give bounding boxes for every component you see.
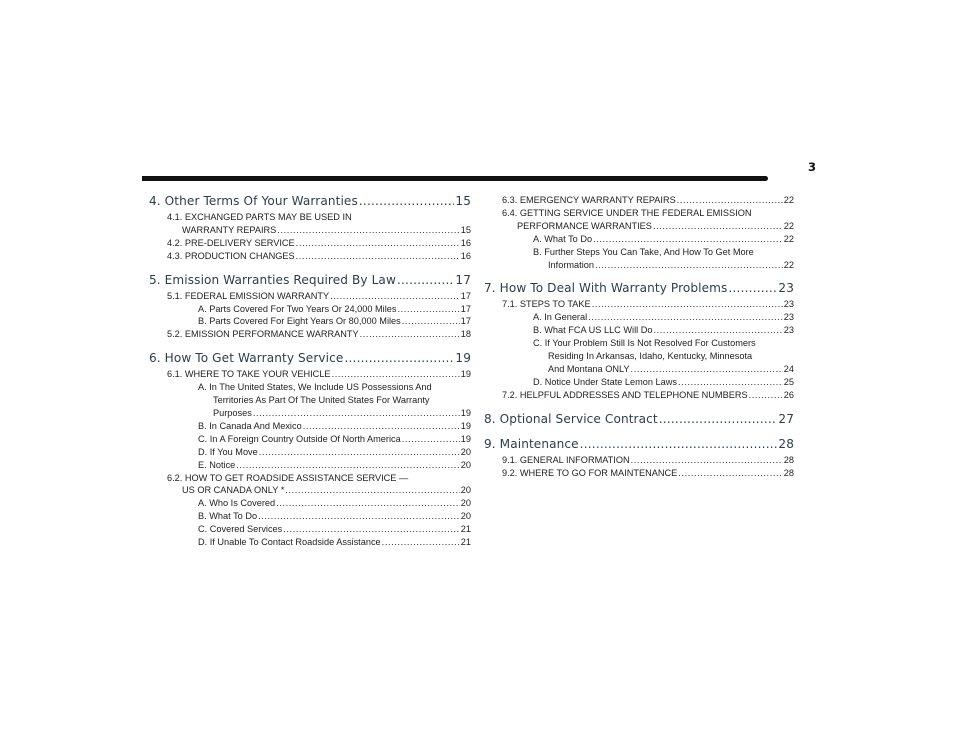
toc-entry-label: 7.2. HELPFUL ADDRESSES AND TELEPHONE NUMBERS <box>502 389 748 400</box>
toc-entry-label: B. Further Steps You Can Take, And How To Get More <box>533 246 754 257</box>
toc-item-entry[interactable] <box>484 311 794 324</box>
dot-leader <box>580 437 778 452</box>
toc-entry-label: 7.1. STEPS TO TAKE <box>502 299 591 310</box>
toc-right-column <box>484 194 794 480</box>
toc-entry-label: Residing In Arkansas, Idaho, Kentucky, Minnesota <box>548 351 753 362</box>
toc-entry-label: D. If Unable To Contact Roadside Assistance <box>198 537 381 548</box>
toc-item-entry[interactable] <box>149 446 471 459</box>
toc-page-number: 17 <box>460 290 471 301</box>
toc-page-number: 25 <box>783 376 794 387</box>
dot-leader <box>678 467 782 480</box>
dot-leader <box>678 376 783 389</box>
toc-entry-label: C. In A Foreign Country Outside Of North America <box>198 433 401 444</box>
dot-leader <box>258 510 460 523</box>
toc-entry-label: 6.3. EMERGENCY WARRANTY REPAIRS <box>502 195 676 205</box>
toc-entry-label: D. If You Move <box>198 446 258 457</box>
dot-leader <box>595 259 783 272</box>
toc-entry-label: US OR CANADA ONLY * <box>182 485 285 496</box>
dot-leader <box>653 324 782 337</box>
toc-page-number: 28 <box>783 467 794 478</box>
dot-leader <box>283 523 460 536</box>
toc-subsection-entry[interactable] <box>149 237 471 250</box>
toc-page-number: 16 <box>460 237 471 248</box>
toc-entry-label: A. What To Do <box>533 233 593 244</box>
toc-subsection-entry[interactable] <box>149 250 471 263</box>
toc-entry-label: B. What FCA US LLC Will Do <box>533 325 653 336</box>
toc-section-entry[interactable] <box>149 351 471 366</box>
dot-leader <box>303 420 460 433</box>
toc-page-number: 20 <box>460 485 471 496</box>
toc-entry-label: PERFORMANCE WARRANTIES <box>517 220 652 231</box>
toc-item-entry[interactable] <box>149 497 471 510</box>
toc-item-entry[interactable] <box>484 324 794 337</box>
toc-page-number: 22 <box>783 220 794 231</box>
dot-leader <box>397 303 459 316</box>
toc-subsection-entry[interactable] <box>149 211 471 237</box>
toc-section-entry[interactable] <box>149 194 471 209</box>
toc-page-number: 22 <box>783 233 794 244</box>
toc-entry-label: And Montana ONLY <box>548 363 630 374</box>
toc-page-number: 19 <box>460 420 471 431</box>
toc-page-number: 19 <box>460 433 471 444</box>
toc-section-entry[interactable] <box>484 437 794 452</box>
toc-subsection-entry[interactable] <box>484 467 794 480</box>
toc-page-number: 15 <box>460 224 471 235</box>
toc-entry-label: A. In General <box>533 312 588 323</box>
toc-entry-label: 6. How To Get Warranty Service <box>149 351 344 366</box>
dot-leader <box>330 290 460 303</box>
toc-page-number: 22 <box>783 195 794 205</box>
toc-entry-label: Territories As Part Of The United States For Warranty <box>213 395 430 406</box>
toc-subsection-entry[interactable] <box>149 472 471 498</box>
toc-subsection-entry[interactable] <box>149 328 471 341</box>
toc-page-number: 22 <box>783 259 794 270</box>
dot-leader <box>677 194 783 207</box>
toc-item-entry[interactable] <box>484 337 794 376</box>
toc-item-entry[interactable] <box>484 246 794 272</box>
dot-leader <box>344 351 454 366</box>
toc-page-number: 26 <box>783 389 794 400</box>
toc-entry-label: 9.2. WHERE TO GO FOR MAINTENANCE <box>502 467 678 478</box>
dot-leader <box>296 250 460 263</box>
toc-subsection-entry[interactable] <box>484 389 794 402</box>
dot-leader <box>359 194 455 209</box>
toc-page-number: 20 <box>460 498 471 509</box>
dot-leader <box>659 412 778 427</box>
toc-entry-label: Purposes <box>213 407 252 418</box>
dot-leader <box>402 433 460 446</box>
dot-leader <box>253 407 460 420</box>
toc-page-number: 24 <box>783 363 794 374</box>
toc-entry-label: A. In The United States, We Include US Possessions And <box>198 382 432 393</box>
toc-page-number: 20 <box>460 511 471 522</box>
dot-leader <box>631 454 783 467</box>
toc-entry-label: 6.4. GETTING SERVICE UNDER THE FEDERAL EMISSION <box>502 207 752 218</box>
toc-entry-label: 4.1. EXCHANGED PARTS MAY BE USED IN <box>167 212 352 222</box>
page-number: 3 <box>807 160 816 174</box>
toc-entry-label: WARRANTY REPAIRS <box>182 224 277 235</box>
toc-section-entry[interactable] <box>149 273 471 288</box>
toc-entry-label: A. Who Is Covered <box>198 498 276 509</box>
dot-leader <box>728 281 777 296</box>
toc-entry-label: 5.1. FEDERAL EMISSION WARRANTY <box>167 290 330 301</box>
toc-page-number: 19 <box>460 407 471 418</box>
dot-leader <box>296 237 460 250</box>
toc-page-number: 16 <box>460 250 471 261</box>
toc-entry-label: 6.2. HOW TO GET ROADSIDE ASSISTANCE SERVICE — <box>167 472 409 483</box>
toc-entry-label: D. Notice Under State Lemon Laws <box>533 376 678 387</box>
toc-item-entry[interactable] <box>149 510 471 523</box>
toc-subsection-entry[interactable] <box>484 454 794 467</box>
toc-page-number: 23 <box>783 312 794 323</box>
toc-entry-label: 6.1. WHERE TO TAKE YOUR VEHICLE <box>167 369 331 380</box>
toc-entry-label: C. If Your Problem Still Is Not Resolved For Customers <box>533 338 756 349</box>
toc-entry-label: Information <box>548 259 594 270</box>
dot-leader <box>593 233 783 246</box>
dot-leader <box>259 446 460 459</box>
toc-entry-label: 9. Maintenance <box>484 436 579 451</box>
toc-page-number: 19 <box>460 369 471 380</box>
toc-page-number: 27 <box>778 411 794 426</box>
toc-page-number: 17 <box>460 316 471 327</box>
toc-entry-label: 9.1. GENERAL INFORMATION <box>502 454 630 465</box>
toc-item-entry[interactable] <box>149 459 471 472</box>
toc-entry-label: 4. Other Terms Of Your Warranties <box>149 194 358 208</box>
toc-entry-label: B. What To Do <box>198 511 258 522</box>
toc-entry-label: A. Parts Covered For Two Years Or 24,000 Miles <box>198 303 397 314</box>
toc-item-entry[interactable] <box>149 523 471 536</box>
dot-leader <box>749 389 783 402</box>
header-rule <box>142 176 768 181</box>
dot-leader <box>592 298 783 311</box>
dot-leader <box>277 224 459 237</box>
dot-leader <box>332 368 460 381</box>
toc-entry-label: B. In Canada And Mexico <box>198 420 302 431</box>
toc-page-number: 17 <box>460 303 471 314</box>
toc-entry-label: C. Covered Services <box>198 524 283 535</box>
toc-page-number: 23 <box>778 281 794 296</box>
toc-item-entry[interactable] <box>149 433 471 446</box>
toc-section-entry[interactable] <box>484 412 794 427</box>
toc-subsection-entry[interactable] <box>484 207 794 233</box>
dot-leader <box>285 484 459 497</box>
dot-leader <box>397 273 454 288</box>
toc-entry-label: 4.2. PRE-DELIVERY SERVICE <box>167 237 295 248</box>
dot-leader <box>653 220 783 233</box>
toc-entry-label: 8. Optional Service Contract <box>484 411 658 426</box>
toc-subsection-entry[interactable] <box>149 290 471 303</box>
dot-leader <box>631 363 783 376</box>
toc-item-entry[interactable] <box>149 381 471 420</box>
toc-item-entry[interactable] <box>149 536 471 549</box>
toc-page-number: 20 <box>460 446 471 457</box>
toc-page-number: 19 <box>455 351 471 366</box>
toc-page-number: 20 <box>460 459 471 470</box>
toc-subsection-entry[interactable] <box>149 368 471 381</box>
toc-subsection-entry[interactable] <box>484 194 794 207</box>
toc-entry-label: E. Notice <box>198 459 236 470</box>
toc-subsection-entry[interactable] <box>484 298 794 311</box>
dot-leader <box>588 311 783 324</box>
toc-page-number: 17 <box>455 272 471 287</box>
toc-page-number: 23 <box>783 325 794 336</box>
toc-entry-label: 5.2. EMISSION PERFORMANCE WARRANTY <box>167 329 359 340</box>
dot-leader <box>276 497 460 510</box>
toc-page-number: 21 <box>460 524 471 535</box>
toc-item-entry[interactable] <box>484 376 794 389</box>
toc-section-entry[interactable] <box>484 281 794 296</box>
toc-entry-label: 4.3. PRODUCTION CHANGES <box>167 250 295 261</box>
toc-page-number: 23 <box>783 299 794 310</box>
toc-item-entry[interactable] <box>149 303 471 316</box>
toc-page-number: 28 <box>783 454 794 465</box>
toc-entry-label: 7. How To Deal With Warranty Problems <box>484 281 728 296</box>
toc-item-entry[interactable] <box>149 315 471 328</box>
toc-item-entry[interactable] <box>484 233 794 246</box>
toc-item-entry[interactable] <box>149 420 471 433</box>
toc-page-number: 21 <box>460 537 471 548</box>
toc-page-number: 15 <box>455 194 471 208</box>
toc-left-column <box>149 194 471 549</box>
toc-page-number: 28 <box>778 436 794 451</box>
toc-page-number: 18 <box>460 329 471 340</box>
dot-leader <box>360 328 460 341</box>
dot-leader <box>402 315 460 328</box>
toc-entry-label: B. Parts Covered For Eight Years Or 80,000 Miles <box>198 316 401 327</box>
dot-leader <box>382 536 460 549</box>
dot-leader <box>236 459 459 472</box>
toc-entry-label: 5. Emission Warranties Required By Law <box>149 272 396 287</box>
